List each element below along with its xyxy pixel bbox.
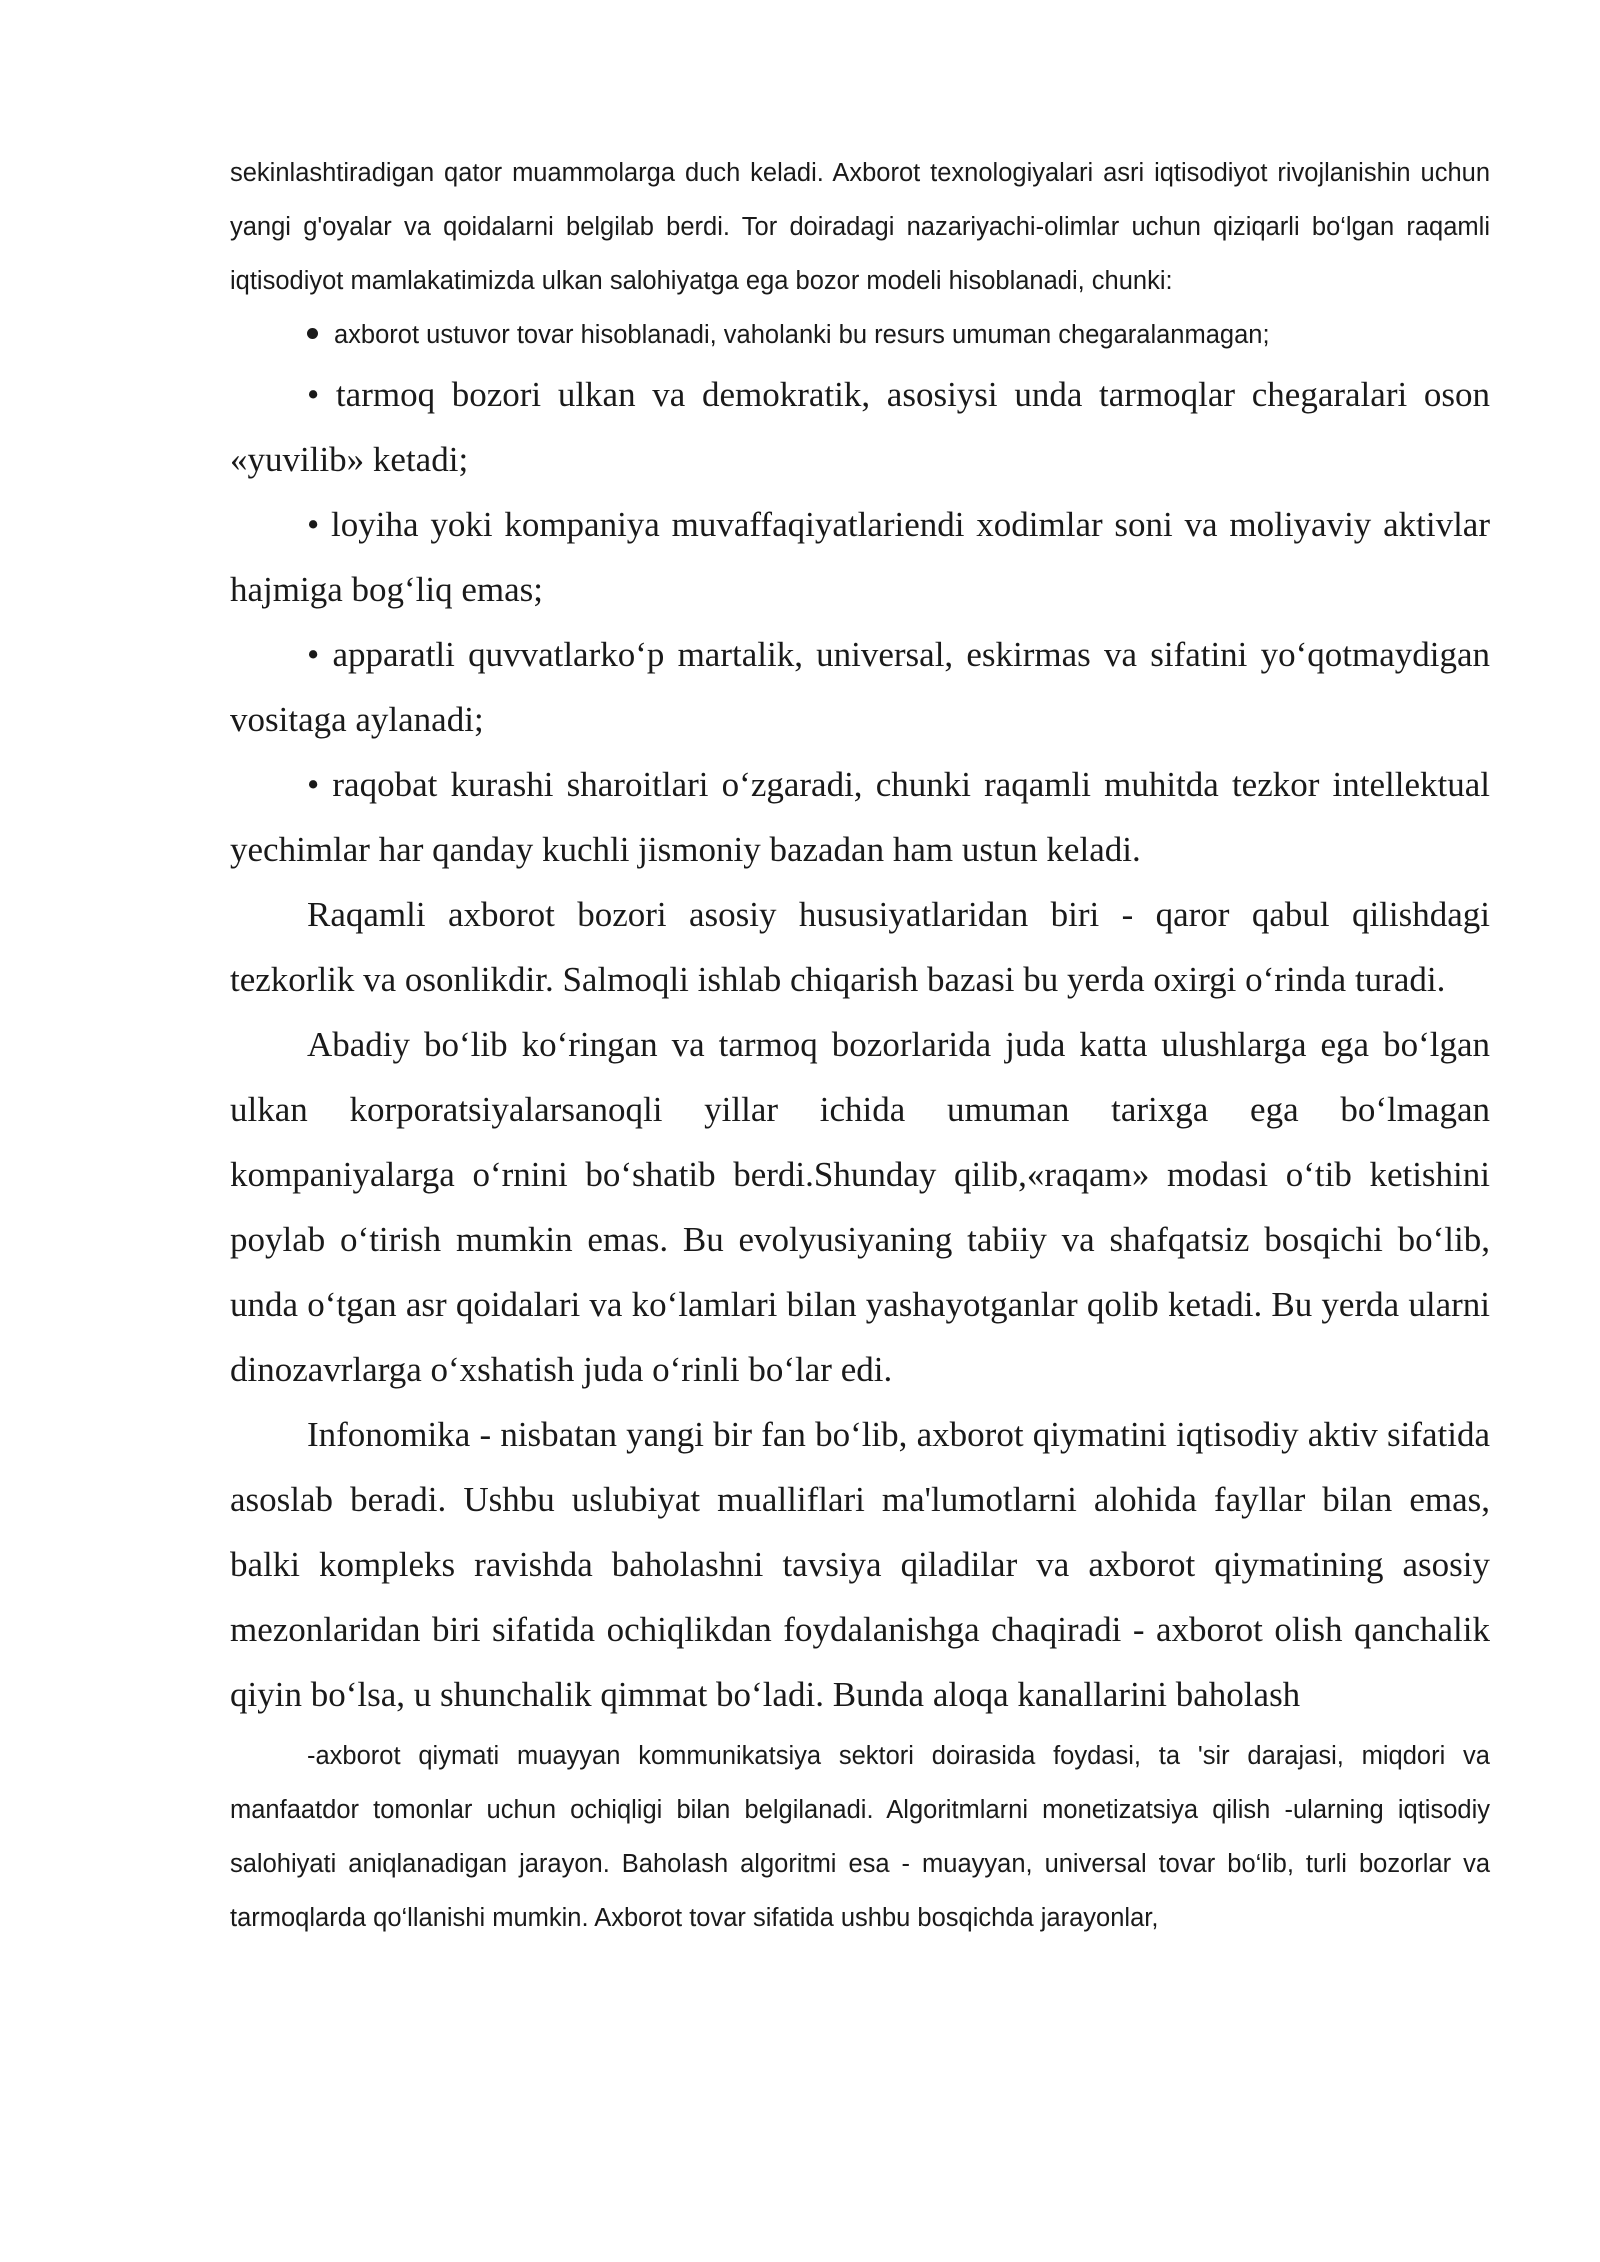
paragraph-intro: sekinlashtiradigan qator muammolarga duch keladi. Axborot texnologiyalari asri iqtisodiyot rivojlanishin uchun yangi g'oyalar va qoidalarni belgilab berdi. Tor doiradagi nazariyachi-olimlar uchun qiziqarli bo‘lgan raqamli iqtisodiyot mamlakatimizda ulkan salohiyatga ega bozor modeli hisoblanadi, chunki: — [230, 159, 1490, 295]
bullet-item-4: • apparatli quvvatlarko‘p martalik, universal, eskirmas va sifatini yo‘qotmaydigan vositaga aylanadi; — [230, 635, 1490, 739]
bullet-item-1 — [230, 308, 1490, 362]
paragraph-infonomics: Infonomika - nisbatan yangi bir fan bo‘lib, axborot qiymatini iqtisodiy aktiv sifatida asoslab beradi. Ushbu uslubiyat mualliflari ma'lumotlarni alohida fayllar bilan emas, balki kompleks ravishda baholashni tavsiya qiladilar va axborot qiymatining asosiy mezonlaridan biri sifatida ochiqlikdan foydalanishga chaqiradi - axborot olish qanchalik qiyin bo‘lsa, u shunchalik qimmat bo‘ladi. Bunda aloqa kanallarini baholash — [230, 1415, 1490, 1714]
bullet-item-3: • loyiha yoki kompaniya muvaffaqiyatlariendi xodimlar soni va moliyaviy aktivlar hajmiga bog‘liq emas; — [230, 505, 1490, 609]
bullet-icon — [307, 328, 318, 339]
paragraph-corporations: Abadiy bo‘lib ko‘ringan va tarmoq bozorlarida juda katta ulushlarga ega bo‘lgan ulkan korporatsiyalarsanoqli yillar ichida umuman tarixga ega bo‘lmagan kompaniyalarga o‘rnini bo‘shatib berdi.Shunday qilib,«raqam» modasi o‘tib ketishini poylab o‘tirish mumkin emas. Bu evolyusiyaning tabiiy va shafqatsiz bosqichi bo‘lib, unda o‘tgan asr qoidalari va ko‘lamlari bilan yashayotganlar qolib ketadi. Bu yerda ularni dinozavrlarga o‘xshatish juda o‘rinli bo‘lar edi. — [230, 1025, 1490, 1389]
bullet-item-5: • raqobat kurashi sharoitlari o‘zgaradi, chunki raqamli muhitda tezkor intellektual yechimlar har qanday kuchli jismoniy bazadan ham ustun keladi. — [230, 765, 1490, 869]
bullet-item-1-text: axborot ustuvor tovar hisoblanadi, vaholanki bu resurs umuman chegaralanmagan; — [334, 321, 1270, 349]
bullet-item-2: • tarmoq bozori ulkan va demokratik, asosiysi unda tarmoqlar chegaralari oson «yuvilib» ketadi; — [230, 375, 1490, 479]
paragraph-market: Raqamli axborot bozori asosiy hususiyatlaridan biri - qaror qabul qilishdagi tezkorlik va osonlikdir. Salmoqli ishlab chiqarish bazasi bu yerda oxirgi o‘rinda turadi. — [230, 895, 1490, 999]
document-page — [230, 146, 1490, 1945]
paragraph-value: -axborot qiymati muayyan kommunikatsiya sektori doirasida foydasi, ta 'sir darajasi, miqdori va manfaatdor tomonlar uchun ochiqligi bilan belgilanadi. Algoritmlarni monetizatsiya qilish -ularning iqtisodiy salohiyati aniqlanadigan jarayon. Baholash algoritmi esa - muayyan, universal tovar bo‘lib, turli bozorlar va tarmoqlarda qo‘llanishi mumkin. Axborot tovar sifatida ushbu bosqichda jarayonlar, — [230, 1742, 1490, 1932]
